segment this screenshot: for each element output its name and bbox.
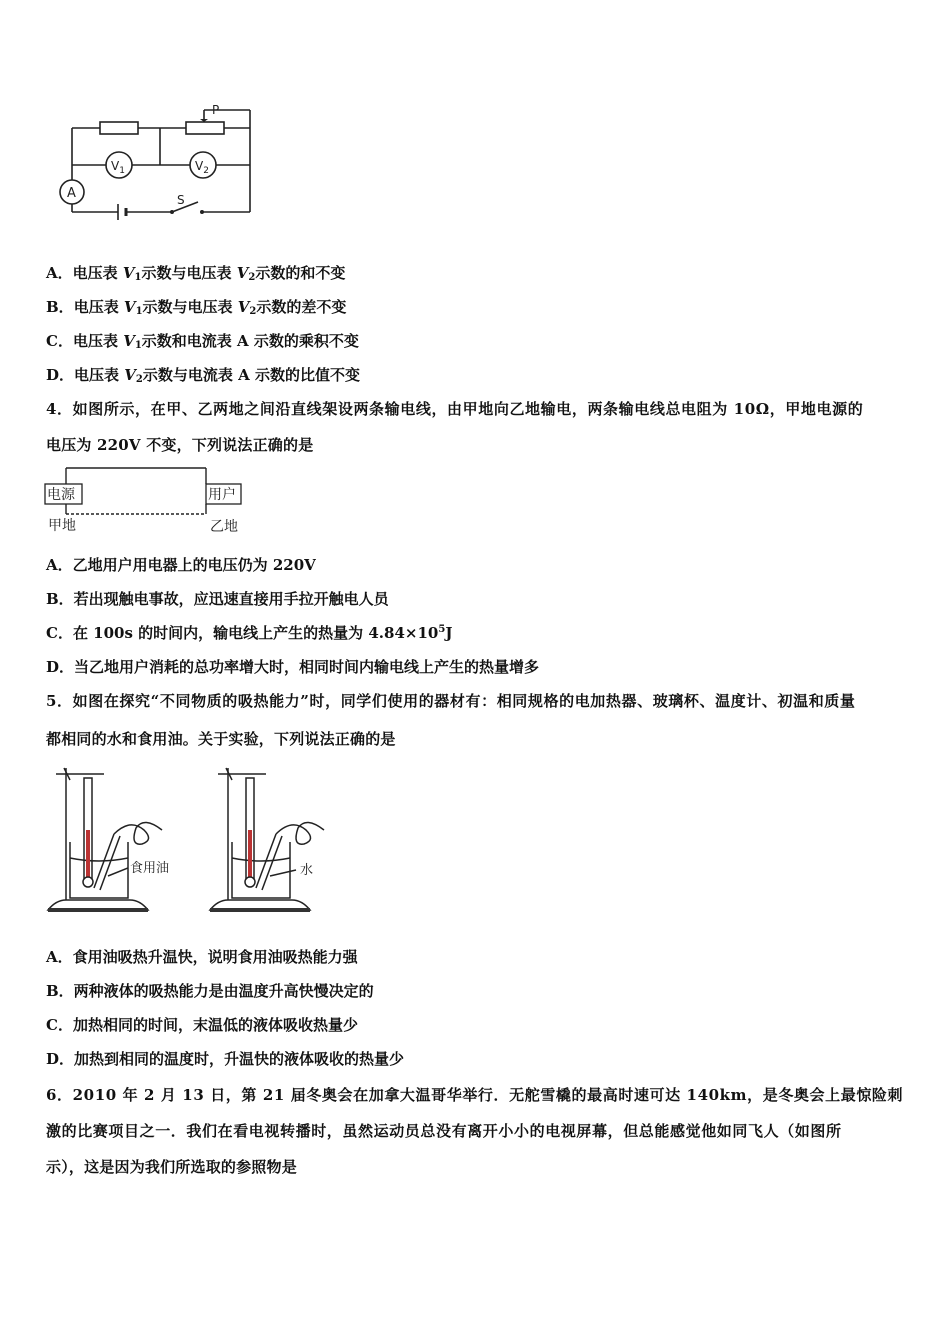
q5-stem-line2: 都相同的水和食用油。关于实验，下列说法正确的是 (46, 730, 396, 748)
q6-stem-line3: 示），这是因为我们所选取的参照物是 (46, 1158, 297, 1176)
v1-sub: 1 (119, 166, 125, 176)
q5-option-d[interactable]: D．加热到相同的温度时，升温快的液体吸收的热量少 (46, 1050, 405, 1068)
oil-label: 食用油 (130, 861, 170, 876)
q5-stem-line1: 5．如图在探究“不同物质的吸热能力”时，同学们使用的器材有：相同规格的电加热器、玻璃杯、温度计、初温和质量 (46, 692, 856, 710)
source-label: 电源 (47, 487, 75, 503)
circuit-diagram (52, 100, 262, 225)
q6-stem-line1: 6．2010 年 2 月 13 日，第 21 届冬奥会在加拿大温哥华举行．无舵雪橇的最高时速可达 140km，是冬奥会上最惊险刺 (46, 1086, 904, 1104)
ammeter-label: A (67, 186, 76, 201)
v2-sub: 2 (203, 166, 209, 176)
q6-stem-line2: 激的比赛项目之一．我们在看电视转播时，虽然运动员总没有离开小小的电视屏幕，但总能感觉他如同飞人（如图所 (46, 1122, 842, 1140)
q3-option-d[interactable]: D．电压表 $V_2$示数与电流表 A 示数的比值不变 (46, 366, 360, 385)
q5-option-a[interactable]: A．食用油吸热升温快，说明食用油吸热能力强 (46, 948, 358, 966)
v2-label: V (195, 159, 204, 173)
q4-stem-line2: 电压为 220V 不变，下列说法正确的是 (46, 436, 314, 454)
q4-stem-line1: 4．如图所示，在甲、乙两地之间沿直线架设两条输电线，由甲地向乙地输电，两条输电线总电阻为 10Ω，甲地电源的 (46, 400, 864, 418)
user-label: 用户 (208, 487, 236, 503)
place-b-label: 乙地 (210, 519, 238, 535)
transmission-line-diagram (44, 462, 254, 538)
heating-experiment-figure (44, 760, 344, 920)
water-label: 水 (300, 863, 314, 878)
q3-option-b[interactable]: B．电压表 $V_1$示数与电压表 $V_2$示数的差不变 (46, 298, 347, 317)
q4-option-a[interactable]: A．乙地用户用电器上的电压仍为 220V (46, 556, 316, 574)
slider-label: P (212, 103, 220, 117)
place-a-label: 甲地 (48, 518, 76, 534)
fixed-resistor (100, 122, 138, 134)
q4-option-d[interactable]: D．当乙地用户消耗的总功率增大时，相同时间内输电线上产生的热量增多 (46, 658, 540, 676)
v1-label: V (111, 159, 120, 173)
q4-option-c[interactable]: C．在 100s 的时间内，输电线上产生的热量为 $4.84\times 10^5J$ (46, 624, 453, 642)
switch-label: S (177, 193, 185, 207)
q5-option-b[interactable]: B．两种液体的吸热能力是由温度升高快慢决定的 (46, 982, 374, 1000)
q5-option-c[interactable]: C．加热相同的时间，末温低的液体吸收热量少 (46, 1016, 358, 1034)
q3-option-c[interactable]: C．电压表 $V_1$示数和电流表 A 示数的乘积不变 (46, 332, 359, 351)
q4-option-b[interactable]: B．若出现触电事故，应迅速直接用手拉开触电人员 (46, 590, 389, 608)
sliding-rheostat (186, 122, 224, 134)
q3-option-a[interactable]: A．电压表 $V_1$示数与电压表 $V_2$示数的和不变 (46, 264, 346, 283)
